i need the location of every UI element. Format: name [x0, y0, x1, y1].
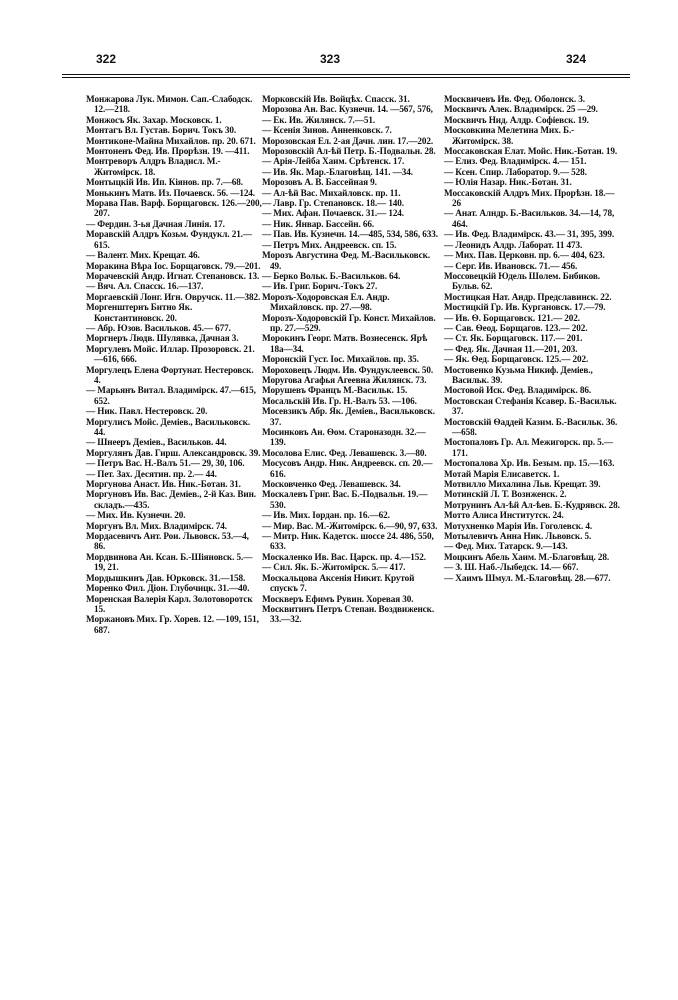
directory-entry: Москаленко Ив. Вас. Царск. пр. 4.—152.	[262, 551, 426, 562]
directory-entry: — Арія-Лейба Хаим. Срѣтенск. 17.	[262, 156, 405, 167]
directory-entry: Моргуновъ Ив. Вас. Деміев., 2-й Каз. Вин. складъ.—435.	[86, 489, 256, 510]
directory-entry: Мосинковъ Ан. Ѳом. Староназодн. 32.—139.	[262, 427, 426, 448]
directory-entry: Мостицкая Нат. Андр. Предславинск. 22.	[444, 291, 612, 302]
directory-entry: Монтагъ Вл. Густав. Борич. Токъ 30.	[86, 125, 237, 136]
directory-entry: — Ксенія Зинов. Анненковск. 7.	[262, 125, 392, 136]
directory-entry: — З. Ш. Наб.-Лыбедск. 14.— 667.	[444, 562, 579, 573]
directory-entry: — Мир. Вас. М.-Житомірск. 6.—90, 97, 633.	[262, 520, 438, 531]
directory-entry: — Фед. Як. Дачная 11.—201, 203.	[444, 343, 578, 354]
directory-entry: Мотухненко Марія Ив. Гоголевск. 4.	[444, 520, 593, 531]
directory-entry: Мотвилло Михалина Льв. Крещат. 39.	[444, 479, 601, 490]
directory-entry: Монькинъ Матв. Из. Почаевск. 56. —124.	[86, 187, 255, 198]
directory-entry: — Ст. Як. Борщаговск. 117.— 201.	[444, 333, 583, 344]
directory-entry: — Анат. Алндр. Б.-Васильков. 34.—14, 78, 464.	[444, 208, 615, 229]
directory-entry: — Ек. Ив. Жилянск. 7.—51.	[262, 114, 376, 125]
directory-entry: Моссовецкій Юдель Шолем. Бибиков. Бульв. 62.	[444, 270, 600, 292]
directory-entry: Морозовская Ел. 2-ая Дачн. лин. 17.—202.	[262, 135, 434, 146]
directory-entry: Моронскій Густ. Іос. Михайлов. пр. 35.	[262, 354, 419, 365]
directory-entry: Московченко Фед. Левашевск. 34.	[262, 479, 401, 490]
directory-entry: Мосальскій Ив. Гр. Н.-Валъ 53. —106.	[262, 395, 417, 406]
directory-entry: Моржановъ Мих. Гр. Хорев. 12. —109, 151, 687.	[86, 614, 259, 635]
header-rule-thin	[62, 77, 630, 78]
directory-entry: Москвитинъ Петръ Степан. Воздвиженск. 33.—32.	[262, 603, 435, 625]
directory-entry: Моргнеръ Людв. Шулявка, Дачная 3.	[86, 333, 239, 344]
directory-entry: Морачевскій Андр. Игнат. Степановск. 13.	[86, 270, 260, 281]
directory-entry: Моссаковскій Алдръ Мих. Прорѣзн. 18.—26	[444, 187, 615, 209]
directory-entry: Монтыцкій Ив. Ип. Кіянов. пр. 7.—68.	[86, 177, 243, 188]
directory-entry: Московкина Мелетина Мих. Б.-Житомірск. 38.	[444, 125, 575, 146]
directory-entry: — Вяч. Ал. Спасск. 16.—137.	[86, 281, 204, 292]
directory-entry: Морозъ-Ходоровскій Гр. Конст. Михайлов. пр. 27.—529.	[262, 312, 436, 333]
directory-entry: Мотылевичъ Анна Ник. Львовск. 5.	[444, 531, 592, 542]
directory-entry: — Лавр. Гр. Степановск. 18.— 140.	[262, 198, 404, 209]
directory-entry: Монжарова Лук. Мимон. Сап.-Слабодск. 12.—218.	[86, 94, 253, 115]
directory-entry: Москвичевъ Ив. Фед. Оболонск. 3.	[444, 94, 585, 104]
directory-entry: Моргулисъ Мойс. Деміев., Васильковск. 44.	[86, 416, 251, 437]
directory-entry: — Марьянъ Витал. Владимірск. 47.—615, 652.	[86, 385, 256, 406]
page-number-center: 323	[320, 52, 341, 66]
directory-column-2	[262, 94, 438, 625]
directory-entry: Мордышкинъ Дав. Юрковск. 31.—158.	[86, 572, 246, 583]
directory-entry: — Ник. Павл. Нестеровск. 20.	[86, 406, 208, 417]
directory-entry: Монжосъ Як. Захар. Московск. 1.	[86, 114, 222, 125]
directory-entry: — Берко Вольк. Б.-Васильков. 64.	[262, 270, 401, 281]
directory-entry: — Валент. Мих. Крещат. 46.	[86, 250, 200, 261]
directory-entry: — Мих. Афан. Почаевск. 31.— 124.	[262, 208, 405, 219]
directory-entry: Морозъ-Ходоровская Ел. Андр. Михайловск. пр. 27.—98.	[262, 291, 390, 313]
directory-entry: Мордасевичъ Ант. Рои. Львовск. 53.—4, 86.	[86, 531, 249, 552]
directory-entry: — Ив. Як. Мар.-Благовѣщ. 141. —34.	[262, 166, 413, 177]
directory-entry: Мороховецъ Людм. Ив. Фундуклеевск. 50.	[262, 364, 434, 375]
directory-entry: Мостовой Иск. Фед. Владимірск. 86.	[444, 385, 592, 396]
directory-entry: Морозовъ А. В. Бассейная 9.	[262, 177, 377, 188]
directory-entry: — Ив. Мих. Іордан. пр. 16.—62.	[262, 510, 390, 521]
directory-entry: — Ал-ѣй Вас. Михайловск. пр. 11.	[262, 187, 401, 198]
directory-entry: Морозъ Августина Фед. М.-Васильковск. 49.	[262, 250, 430, 271]
directory-column-3	[444, 94, 620, 583]
directory-entry: Морава Пав. Варф. Борщаговск. 126.—200, 207.	[86, 198, 262, 219]
directory-entry: — Юлія Назар. Ник.-Ботан. 31.	[444, 177, 572, 188]
directory-entry: Моракина Вѣра Іос. Борщаговск. 79.—201.	[86, 260, 261, 271]
directory-entry: Мостопаловъ Гр. Ал. Межигорск. пр. 5.—171.	[444, 437, 613, 458]
directory-entry: Моругова Агафья Агеевна Жилянск. 73.	[262, 374, 427, 385]
directory-entry: Моргунова Анаст. Ив. Ник.-Ботан. 31.	[86, 479, 241, 490]
page-number-right: 324	[566, 52, 587, 66]
directory-entry: Моргенштернъ Битно Як. Константиновск. 20.	[86, 302, 193, 323]
directory-entry: Морозовскій Ал-ѣй Петр. Б.-Подвальн. 28.	[262, 146, 436, 157]
directory-entry: — Сав. Ѳеод. Борщагов. 123.— 202.	[444, 322, 588, 333]
directory-entry: Морушевъ Францъ М.-Васильк. 15.	[262, 385, 408, 396]
directory-entry: Мосевзикъ Абр. Як. Деміев., Васильковск. 37.	[262, 406, 435, 427]
directory-entry: Москвичъ Нид. Алдр. Софіевск. 19.	[444, 114, 589, 125]
directory-entry: Москвичъ Алек. Владимірск. 25 —29.	[444, 104, 598, 115]
directory-entry: Монтоненъ Фед. Ив. Прорѣзн. 19. —411.	[86, 146, 250, 157]
directory-entry: — Петръ Мих. Андреевск. сп. 15.	[262, 239, 397, 250]
directory-entry: — Леонидъ Алдр. Лаборат. 11 473.	[444, 239, 583, 250]
directory-entry: Мостицкій Гр. Ив. Кургановск. 17.—79.	[444, 302, 606, 313]
directory-entry: Моренко Фил. Діон. Глубочицк. 31.—40.	[86, 583, 250, 594]
directory-entry: — Як. Ѳед. Борщаговск. 125.— 202.	[444, 354, 589, 365]
directory-entry: — Ив. Григ. Борич.-Токъ 27.	[262, 281, 378, 292]
directory-entry: Моргулевъ Мойс. Иллар. Прозоровск. 21.—616, 666.	[86, 343, 255, 365]
directory-entry: — Серг. Ив. Ивановск. 71.— 456.	[444, 260, 578, 271]
directory-entry: — Хаимъ Шмул. М.-Благовѣщ. 28.—677.	[444, 572, 611, 583]
directory-entry: — Елиз. Фед. Владимірск. 4.— 151.	[444, 156, 587, 167]
directory-entry: — Шнееръ Деміев., Васильков. 44.	[86, 437, 227, 448]
directory-entry: Монтреворъ Алдръ Владисл. М.-Житомірск. 18.	[86, 156, 221, 177]
directory-entry: Мостовская Стефанія Ксавер. Б.-Васильк. 37.	[444, 395, 617, 417]
directory-entry: — Пет. Зах. Десятин. пр. 2.— 44.	[86, 468, 217, 479]
directory-entry: Москальцова Аксенія Никит. Крутой спускъ 7.	[262, 572, 415, 594]
directory-entry: — Петръ Вас. Н.-Валъ 51.— 29, 30, 106.	[86, 458, 245, 469]
directory-entry: — Сил. Як. Б.-Житомірск. 5.— 417.	[262, 562, 406, 573]
directory-entry: Моргаевскій Лонг. Игн. Овручск. 11.—382.	[86, 291, 261, 302]
directory-entry: Мостовскій Ѳаддей Казим. Б.-Васильк. 36.—658.	[444, 416, 618, 437]
directory-entry: Морокинъ Георг. Матв. Вознесенск. Ярѣ 18а—34.	[262, 333, 428, 354]
directory-entry: Мосусовъ Андр. Ник. Андреевск. сп. 20.—616.	[262, 458, 433, 479]
directory-entry: — Фердин. 3-ья Дачная Линія. 17.	[86, 218, 225, 229]
directory-entry: — Ив. Ѳ. Борщаговск. 121.— 202.	[444, 312, 580, 323]
page-number-left: 322	[96, 52, 117, 66]
directory-entry: Моргулянъ Дав. Гирш. Александровск. 39.	[86, 447, 261, 458]
directory-entry: Морозова Ан. Вас. Кузнечн. 14. —567, 576,	[262, 104, 433, 115]
directory-entry: Моренская Валерія Карл. Золотоворотск 15.	[86, 593, 253, 614]
directory-entry: Мостопалова Хр. Ив. Безым. пр. 15.—163.	[444, 458, 615, 469]
directory-entry: — Ник. Январ. Бассейн. 66.	[262, 218, 375, 229]
directory-entry: Мостовенко Кузьма Никиф. Деміев., Васильк. 39.	[444, 364, 593, 385]
directory-column-1	[86, 94, 262, 635]
directory-entry: Мордвинова Ан. Ксан. Б.-Шіяновск. 5.—19, 21.	[86, 551, 253, 573]
directory-entry: Мотинскій Л. Т. Вознженск. 2.	[444, 489, 567, 500]
directory-entry: Мосолова Елис. Фед. Левашевск. 3.—80.	[262, 447, 427, 458]
directory-entry: Мотрунинъ Ал-ѣй Ал-ѣев. Б.-Кудрявск. 28.	[444, 499, 620, 510]
directory-entry: — Мих. Пав. Церковн. пр. 6.— 404, 623.	[444, 250, 605, 261]
directory-entry: Монтиконе-Майна Михайлов. пр. 20. 671.	[86, 135, 256, 146]
directory-entry: Моргулецъ Елена Фортунат. Нестеровск. 4.	[86, 364, 254, 385]
directory-entry: Москверъ Ефимъ Рувин. Хоревая 30.	[262, 593, 414, 604]
directory-entry: — Митр. Ник. Кадетск. шоссе 24. 486, 550, 633.	[262, 531, 434, 552]
directory-entry: Мотай Марія Елисаветск. 1.	[444, 468, 560, 479]
page-header	[0, 52, 678, 74]
directory-entry: Моргунъ Вл. Мих. Владимірск. 74.	[86, 520, 227, 531]
directory-entry: Моравскій Алдръ Козьм. Фундукл. 21.—615.	[86, 229, 252, 250]
directory-entry: Морковскій Ив. Войцѣх. Спасск. 31.	[262, 94, 410, 104]
header-rule-thick	[62, 74, 630, 75]
directory-entry: — Ксен. Спир. Лаборатор. 9.— 528.	[444, 166, 587, 177]
directory-entry: Моссаковская Елат. Мойс. Ник.-Ботан. 19.	[444, 146, 618, 157]
directory-entry: Мотто Алиса Институтск. 24.	[444, 510, 564, 521]
directory-entry: — Абр. Юзов. Васильков. 45.— 677.	[86, 322, 231, 333]
directory-entry: Москалевъ Григ. Вас. Б.-Подвальн. 19.—530.	[262, 489, 428, 510]
directory-entry: — Пав. Ив. Кузнечн. 14.—485, 534, 586, 633.	[262, 229, 438, 240]
directory-entry: — Фед. Мих. Татарск. 9.—143.	[444, 541, 568, 552]
directory-entry: Моцкинъ Абель Хаим. М.-Благовѣщ. 28.	[444, 551, 610, 562]
directory-entry: — Ив. Фед. Владимірск. 43.— 31, 395, 399.	[444, 229, 615, 240]
directory-entry: — Мих. Ив. Кузнечн. 20.	[86, 510, 186, 521]
